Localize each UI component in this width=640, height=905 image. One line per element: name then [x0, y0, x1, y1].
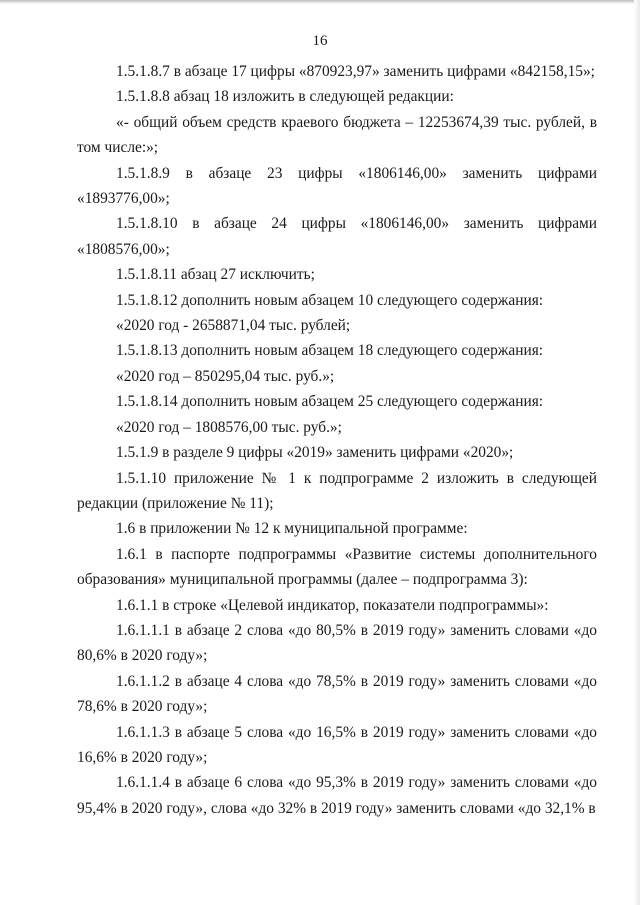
paragraph-1-5-1-8-14: 1.5.1.8.14 дополнить новым абзацем 25 следующего содержания: — [116, 393, 544, 411]
paragraph-1-6-1: 1.6.1 в паспорте подпрограммы «Развитие системы дополнительного образования» муниципальной программы (далее – подпрограмма 3): — [77, 545, 597, 589]
page-number: 16 — [312, 33, 328, 49]
paragraph-1-5-1-8-11: 1.5.1.8.11 абзац 27 исключить; — [116, 266, 315, 284]
paragraph-1-6-1-1-3: 1.6.1.1.3 в абзаце 5 слова «до 16,5% в 2019 году» заменить словами «до 16,6% в 2020 году»; — [77, 723, 597, 766]
paragraph-1-5-1-8-13: 1.5.1.8.13 дополнить новым абзацем 18 следующего содержания: — [116, 342, 544, 360]
paragraph-1-6-1-1-2: 1.6.1.1.2 в абзаце 4 слова «до 78,5% в 2019 году» заменить словами «до 78,6% в 2020 году»; — [77, 672, 597, 716]
paragraph-1-5-1-8-10: 1.5.1.8.10 в абзаце 24 цифры «1806146,00» заменить цифрами «1808576,00»; — [77, 215, 597, 258]
paragraph-quote-2020-b: «2020 год – 850295,04 тыс. руб.»; — [116, 367, 335, 385]
paragraph-1-6-1-1: 1.6.1.1 в строке «Целевой индикатор, показатели подпрограммы»: — [116, 596, 549, 614]
paragraph-quote-2020-a: «2020 год - 2658871,04 тыс. рублей; — [116, 317, 351, 335]
paragraph-1-5-1-8-9: 1.5.1.8.9 в абзаце 23 цифры «1806146,00» заменить цифрами «1893776,00»; — [77, 164, 597, 208]
paragraph-1-6-1-1-1: 1.6.1.1.1 в абзаце 2 слова «до 80,5% в 2019 году» заменить словами «до 80,6% в 2020 году»; — [77, 621, 597, 665]
paragraph-quote-budget-total: «- общий объем средств краевого бюджета – 12253674,39 тыс. рублей, в том числе:»; — [77, 113, 597, 157]
scan-right-edge — [634, 0, 640, 905]
paragraph-1-6-1-1-4: 1.6.1.1.4 в абзаце 6 слова «до 95,3% в 2019 году» заменить словами «до 95,4% в 2020 году», слова «до 32% в 2019 году» заменить словами «до 32,1% в — [77, 774, 597, 817]
paragraph-1-5-1-8-7: 1.5.1.8.7 в абзаце 17 цифры «870923,97» заменить цифрами «842158,15»; — [116, 63, 595, 80]
paragraph-quote-2020-c: «2020 год – 1808576,00 тыс. руб.»; — [116, 418, 342, 436]
paragraph-1-5-1-8-8: 1.5.1.8.8 абзац 18 изложить в следующей редакции: — [116, 88, 454, 106]
paragraph-1-5-1-9: 1.5.1.9 в разделе 9 цифры «2019» заменить цифрами «2020»; — [116, 444, 514, 462]
scan-top-edge — [0, 0, 640, 4]
paragraph-1-6: 1.6 в приложении № 12 к муниципальной программе: — [116, 520, 468, 538]
paragraph-1-5-1-8-12: 1.5.1.8.12 дополнить новым абзацем 10 следующего содержания: — [116, 291, 544, 309]
document-body — [77, 59, 597, 821]
paragraph-1-5-1-10: 1.5.1.10 приложение № 1 к подпрограмме 2 изложить в следующей редакции (приложение № 11); — [77, 469, 597, 512]
